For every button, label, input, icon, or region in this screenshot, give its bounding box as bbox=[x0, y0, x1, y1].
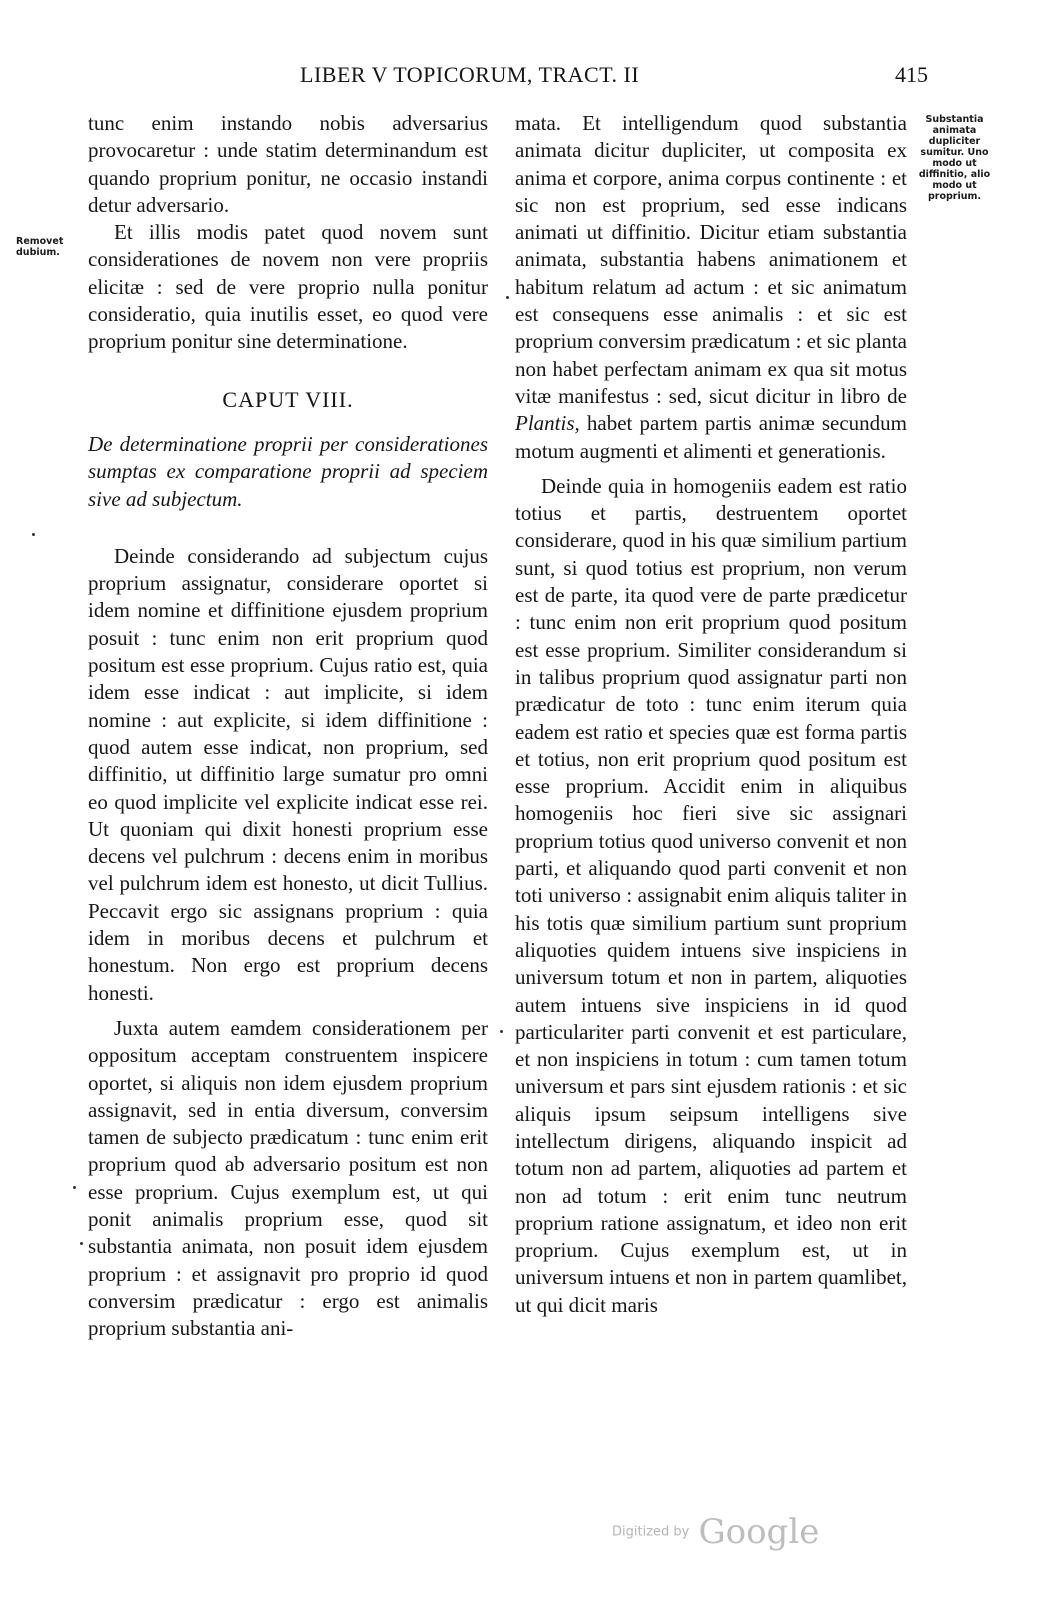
chapter-heading: CAPUT VIII. bbox=[222, 386, 354, 412]
paragraph bbox=[515, 110, 907, 465]
paragraph: tunc enim instando nobis adversarius provocaretur : unde statim determinandum est quando proprium ponitur, ne occasio instandi detur adversario. bbox=[88, 111, 488, 217]
paragraph-text: habet partem partis animæ secundum motum augmenti et alimenti et generationis. bbox=[515, 411, 907, 463]
page-speck bbox=[500, 1030, 503, 1033]
page-speck bbox=[506, 296, 509, 299]
google-logo: Google bbox=[698, 1512, 820, 1552]
digitized-label: Digitized by bbox=[612, 1524, 690, 1540]
running-title: LIBER V TOPICORUM, TRACT. II bbox=[300, 62, 640, 87]
paragraph: Et illis modis patet quod novem sunt considerationes de novem non vere propriis elicitæ : sed de vere proprio nulla ponitur consideratio, quia inutilis esset, eo quod vere proprium ponitur sine determinatione. bbox=[88, 220, 488, 354]
digitized-watermark bbox=[612, 1512, 819, 1552]
right-column bbox=[515, 110, 907, 1319]
paragraph: Deinde considerando ad subjectum cujus proprium assignatur, considerare oportet si idem nomine et diffinitione ejusdem proprium posuit : tunc enim non erit proprium quod positum est esse proprium. Cujus ratio est, quia idem esse indicat : aut implicite, si idem nomine : aut explicite, si idem diffinitione : quod autem esse indicat, non proprium, sed diffinitio, ut diffinitio large sumatur pro omni eo quod implicite vel explicite indicat esse rei. Ut quoniam qui dixit honesti proprium esse decens vel pulchrum : decens enim in moribus vel pulchrum idem est honesto, ut dicit Tullius. Peccavit ergo sic assignans proprium : quia idem in moribus decens et pulchrum et honestum. Non ergo est proprium decens honesti. bbox=[88, 543, 488, 1005]
margin-note-left: Removet dubium. bbox=[16, 236, 64, 258]
margin-note-right: Substantia animata dupliciter sumitur. Uno modo ut diffinitio, alio modo ut proprium. bbox=[918, 114, 991, 202]
page-speck bbox=[73, 1186, 76, 1189]
page-speck bbox=[32, 533, 35, 536]
page-speck bbox=[80, 1242, 83, 1245]
left-column bbox=[88, 110, 488, 1342]
chapter-subtitle: De determinatione proprii per considerationes sumptas ex comparatione proprii ad speciem sive ad subjectum. bbox=[88, 431, 488, 511]
book-title-italic: Plantis, bbox=[515, 411, 580, 436]
page-number: 415 bbox=[895, 62, 928, 87]
paragraph-text: mata. Et intelligendum quod substantia animata dicitur dupliciter, ut composita ex anima et corpore, anima corpus continente : et sic non est proprium, sed esse indicans animati ut diffinitio. Dicitur etiam substantia animata, substantia habens animationem et habitum relatum ad actum : et sic animatum est consequens esse animalis : et sic est proprium conversim prædicatum : et sic planta non habet perfectam animam ex qua sit motus vitæ manifestus : sed, sicut dicitur in libro de bbox=[515, 111, 907, 408]
paragraph: Juxta autem eamdem considerationem per oppositum acceptam construentem inspicere oportet, si aliquis non idem ejusdem proprium assignavit, sed in entia diversum, conversim tamen de subjecto prædicatum : tunc enim erit proprium quod ab adversario positum est non esse proprium. Cujus exemplum est, ut qui ponit animalis proprium esse, quod sit substantia animata, non posuit idem ejusdem proprium : et assignavit pro proprio id quod conversim prædicatur : ergo est animalis proprium substantia ani- bbox=[88, 1015, 488, 1341]
paragraph: Deinde quia in homogeniis eadem est ratio totius et partis, destruentem oportet considerare, quod in his quæ similium partium sunt, si quod totius est proprium, non verum est de parte, ita quod vere de parte prædicetur : tunc enim non erit proprium quod positum est esse proprium. Similiter considerandum si in talibus proprium quod assignatur parti non prædicatur de toto : tunc enim iterum quia eadem est ratio et species quæ est forma partis et totius, non erit proprium quod positum est esse proprium. Accidit enim in aliquibus homogeniis hoc fieri sive sic assignari proprium totius quod universo convenit et non parti, et aliquando quod parti convenit et non toti universo : assignabit enim aliquis taliter in his totis quæ similium partium sunt proprium aliquoties quidem intuens sive inspiciens in universum totum et non in partem, aliquoties autem intuens sive inspiciens in id quod particulariter parti convenit et est particulare, et non inspiciens in totum : cum tamen totum universum et pars sint ejusdem rationis : et sic aliquis ipsum seipsum intelligens sive intellectum dirigens, aliquando inspicit ad totum non ad partem, aliquoties ad partem et non ad totum : erit enim tunc neutrum proprium ratione assignatum, et ideo non erit proprium. Cujus exemplum est, ut in universum intuens et non in partem quamlibet, ut qui dicit maris bbox=[515, 473, 907, 1317]
